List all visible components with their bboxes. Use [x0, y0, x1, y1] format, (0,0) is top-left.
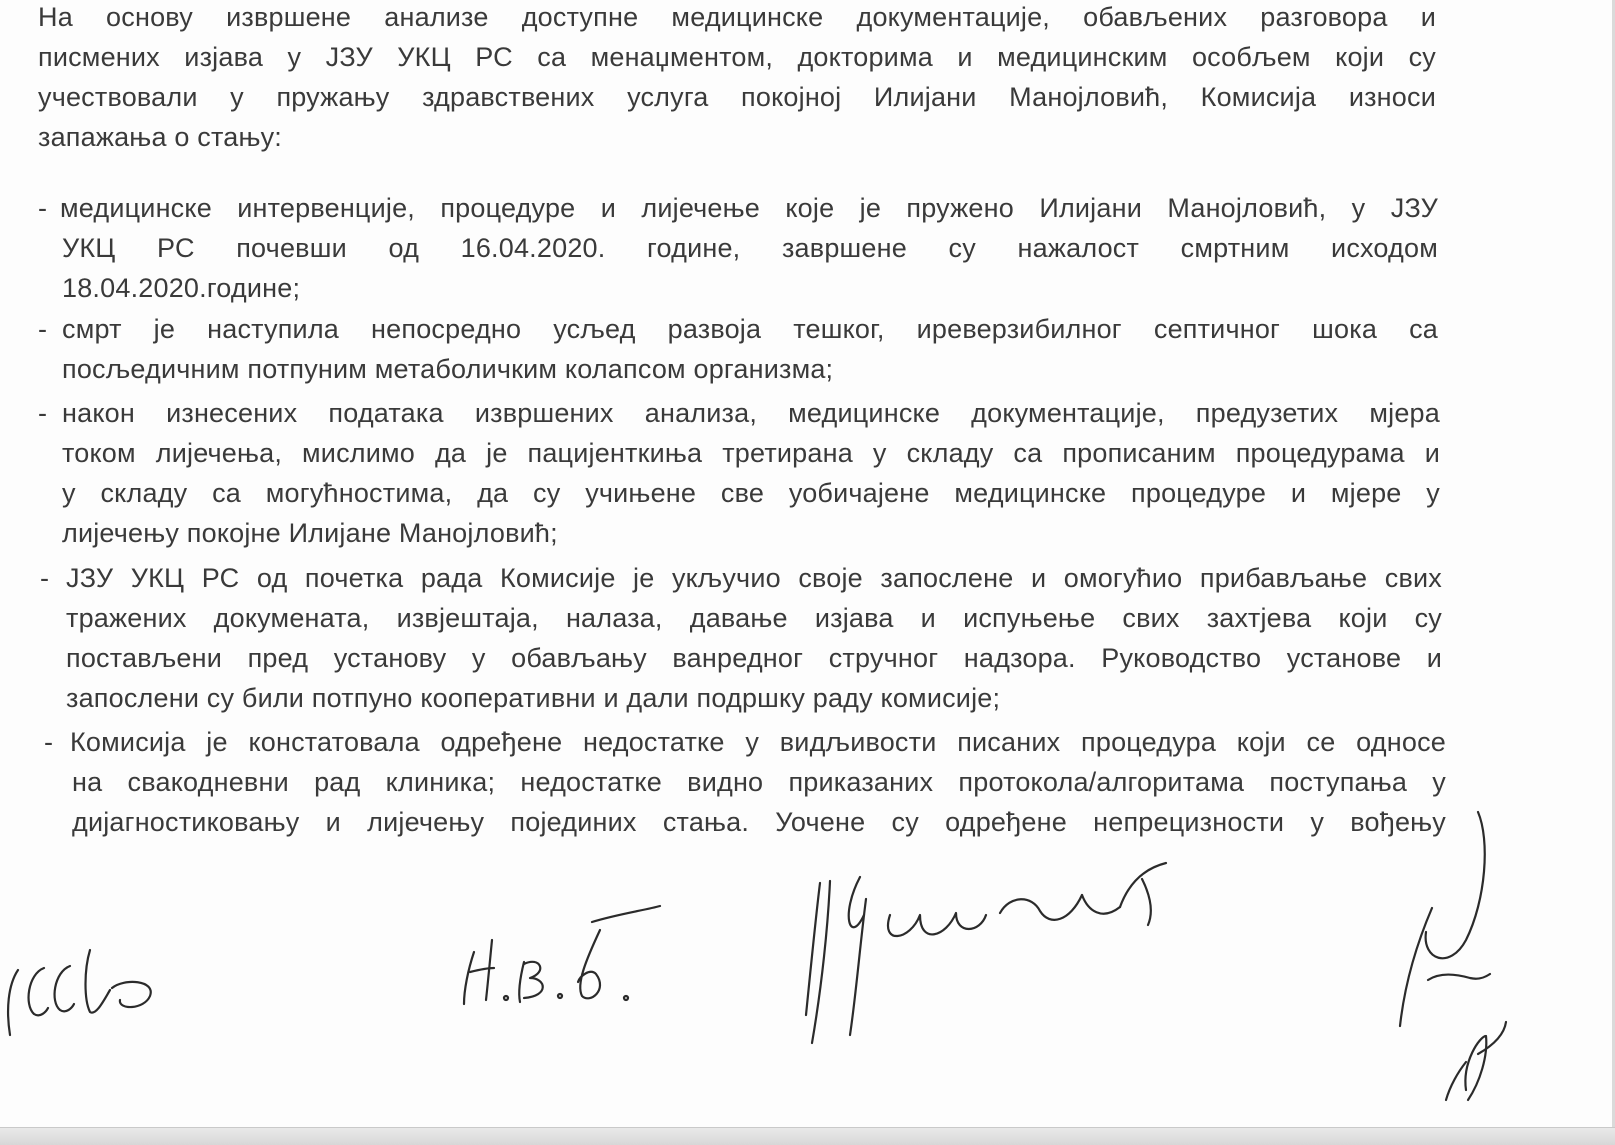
- finding-line: смрт је наступила непосредно усљед развоја тешког, иреверзибилног септичног шока са: [62, 314, 1438, 344]
- bullet-dash: -: [38, 398, 47, 428]
- finding-line: на свакодневни рад клиника; недостатке видно приказаних протокола/алгоритама поступања у: [72, 767, 1446, 797]
- signature-2: [450, 900, 670, 1010]
- finding-line: УКЦ РС почевши од 16.04.2020. године, завршене су нажалост смртним исходом: [62, 233, 1438, 263]
- finding-line: дијагностиковању и лијечењу појединих стања. Уочене су одређене непрецизности у вођењу: [72, 807, 1446, 837]
- finding-line: ЈЗУ УКЦ РС од почетка рада Комисије је укључио своје запослене и омогућио прибављање свих: [66, 563, 1442, 593]
- signature-3: [770, 855, 1210, 1055]
- intro-line: На основу извршене анализе доступне медицинске документације, обављених разговора и: [38, 2, 1436, 32]
- bullet-dash: -: [40, 563, 49, 593]
- bullet-dash: -: [38, 314, 47, 344]
- finding-line: посљедичним потпуним метаболичким колапсом организма;: [62, 354, 834, 384]
- finding-line: 18.04.2020.године;: [62, 273, 301, 303]
- intro-line: запажања о стању:: [38, 122, 283, 152]
- finding-line: током лијечења, мислимо да је пацијенткиња третирана у складу са прописаним процедурама и: [62, 438, 1440, 468]
- finding-line: тражених докумената, извјештаја, налаза, давање изјава и испуњење свих захтјева који су: [66, 603, 1442, 633]
- finding-line: медицинске интервенције, процедуре и лијечење које је пружено Илијани Манојловић, у ЈЗУ: [60, 193, 1438, 223]
- finding-line: лијечењу покојне Илијане Манојловић;: [62, 518, 558, 548]
- signature-4: [1370, 800, 1510, 1110]
- finding-line: Комисија је констатовала одређене недостатке у видљивости писаних процедура који се односе: [70, 727, 1446, 757]
- finding-line: запослени су били потпуно кооперативни и дали подршку раду комисије;: [66, 683, 1001, 713]
- intro-line: учествовали у пружању здравствених услуга покојној Илијани Манојловић, Комисија износи: [38, 82, 1436, 112]
- intro-line: писмених изјава у ЈЗУ УКЦ РС са менаџментом, докторима и медицинским особљем који су: [38, 42, 1436, 72]
- finding-line: постављени пред установу у обављању ванредног стручног надзора. Руководство установе и: [66, 643, 1442, 673]
- bullet-dash: -: [38, 193, 47, 223]
- signature-1: [0, 930, 180, 1050]
- finding-line: након изнесених података извршених анализа, медицинске документације, предузетих мјера: [62, 398, 1440, 428]
- finding-line: у складу са могућностима, да су учињене све уобичајене медицинске процедуре и мјере у: [62, 478, 1440, 508]
- page-edge-bottom: [0, 1127, 1615, 1145]
- bullet-dash: -: [44, 727, 53, 757]
